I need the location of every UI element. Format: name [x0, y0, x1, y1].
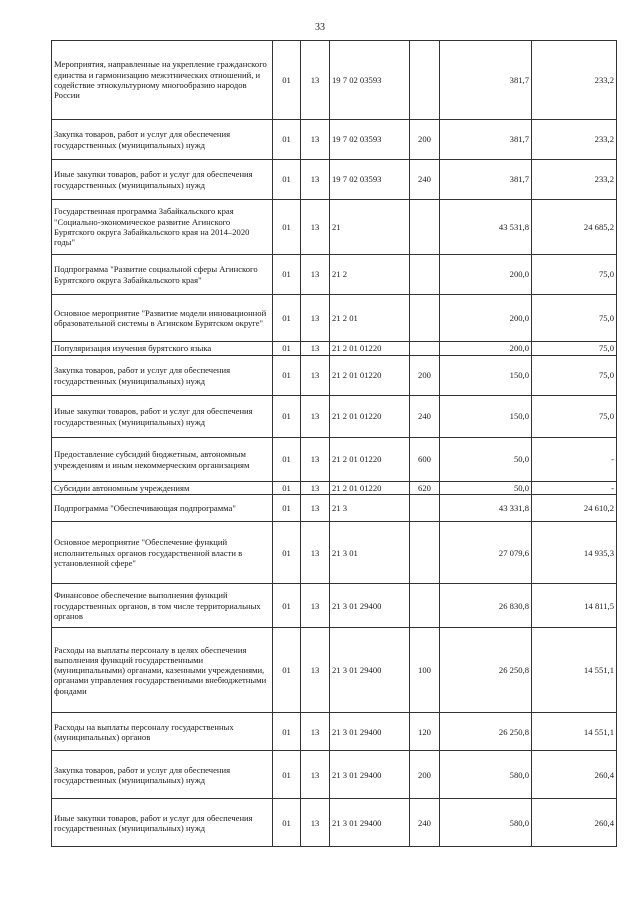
row-sum-1-cell: 200,0	[440, 255, 532, 295]
table-body	[52, 41, 617, 847]
row-sum-2-cell: 24 685,2	[532, 200, 617, 255]
row-rz-cell: 01	[273, 342, 301, 356]
table-row	[52, 584, 617, 628]
row-csr-cell: 21 2	[330, 255, 410, 295]
row-csr-cell: 21 2 01	[330, 295, 410, 342]
table-row	[52, 41, 617, 120]
row-pr-cell: 13	[301, 584, 330, 628]
row-name-cell: Иные закупки товаров, работ и услуг для обеспечения государственных (муниципальных) нужд	[52, 799, 273, 847]
row-sum-1-cell: 43 531,8	[440, 200, 532, 255]
row-name-cell: Основное мероприятие "Развитие модели инновационной образовательной системы в Агинском Бурятском округе"	[52, 295, 273, 342]
row-pr-cell: 13	[301, 356, 330, 396]
row-pr-cell: 13	[301, 438, 330, 482]
row-name-cell: Иные закупки товаров, работ и услуг для обеспечения государственных (муниципальных) нужд	[52, 396, 273, 438]
row-rz-cell: 01	[273, 799, 301, 847]
row-vr-cell	[410, 495, 440, 522]
row-csr-cell: 21 2 01 01220	[330, 356, 410, 396]
row-name-cell: Популяризация изучения бурятского языка	[52, 342, 273, 356]
row-sum-2-cell: 14 935,3	[532, 522, 617, 584]
row-rz-cell: 01	[273, 356, 301, 396]
row-rz-cell: 01	[273, 438, 301, 482]
row-sum-2-cell: 233,2	[532, 41, 617, 120]
row-csr-cell: 21 3 01 29400	[330, 713, 410, 751]
row-vr-cell	[410, 522, 440, 584]
row-sum-2-cell: 75,0	[532, 356, 617, 396]
row-sum-2-cell: -	[532, 438, 617, 482]
row-pr-cell: 13	[301, 799, 330, 847]
row-rz-cell: 01	[273, 522, 301, 584]
row-rz-cell: 01	[273, 160, 301, 200]
row-rz-cell: 01	[273, 396, 301, 438]
row-pr-cell: 13	[301, 751, 330, 799]
row-rz-cell: 01	[273, 120, 301, 160]
row-csr-cell: 21 2 01 01220	[330, 342, 410, 356]
row-sum-2-cell: 14 551,1	[532, 628, 617, 713]
row-rz-cell: 01	[273, 295, 301, 342]
row-vr-cell	[410, 295, 440, 342]
row-pr-cell: 13	[301, 200, 330, 255]
row-sum-1-cell: 580,0	[440, 799, 532, 847]
row-csr-cell: 21 3 01 29400	[330, 584, 410, 628]
row-sum-1-cell: 381,7	[440, 41, 532, 120]
row-name-cell: Расходы на выплаты персоналу в целях обеспечения выполнения функций государственными (муниципальными) органами, казенными учреждениями, органами управления государственными внебюджетными фондами	[52, 628, 273, 713]
row-pr-cell: 13	[301, 396, 330, 438]
row-rz-cell: 01	[273, 200, 301, 255]
row-pr-cell: 13	[301, 713, 330, 751]
row-sum-2-cell: 14 551,1	[532, 713, 617, 751]
row-sum-1-cell: 200,0	[440, 342, 532, 356]
row-csr-cell: 21 2 01 01220	[330, 438, 410, 482]
row-name-cell: Закупка товаров, работ и услуг для обеспечения государственных (муниципальных) нужд	[52, 751, 273, 799]
table-row	[52, 751, 617, 799]
row-sum-2-cell: 233,2	[532, 160, 617, 200]
table-row	[52, 295, 617, 342]
row-vr-cell: 240	[410, 799, 440, 847]
table-row	[52, 120, 617, 160]
row-name-cell: Подпрограмма "Развитие социальной сферы Агинского Бурятского округа Забайкальского края"	[52, 255, 273, 295]
row-pr-cell: 13	[301, 342, 330, 356]
row-csr-cell: 21 2 01 01220	[330, 396, 410, 438]
row-rz-cell: 01	[273, 628, 301, 713]
row-name-cell: Предоставление субсидий бюджетным, автономным учреждениям и иным некоммерческим организациям	[52, 438, 273, 482]
row-csr-cell: 21 3 01 29400	[330, 799, 410, 847]
row-vr-cell: 240	[410, 396, 440, 438]
row-vr-cell: 600	[410, 438, 440, 482]
row-sum-1-cell: 26 250,8	[440, 713, 532, 751]
row-sum-1-cell: 26 830,8	[440, 584, 532, 628]
row-sum-1-cell: 150,0	[440, 396, 532, 438]
table-row	[52, 713, 617, 751]
row-name-cell: Закупка товаров, работ и услуг для обеспечения государственных (муниципальных) нужд	[52, 120, 273, 160]
table-row	[52, 255, 617, 295]
row-csr-cell: 21 2 01 01220	[330, 482, 410, 495]
row-sum-1-cell: 580,0	[440, 751, 532, 799]
row-pr-cell: 13	[301, 522, 330, 584]
row-sum-1-cell: 50,0	[440, 438, 532, 482]
row-rz-cell: 01	[273, 584, 301, 628]
row-name-cell: Мероприятия, направленные на укрепление гражданского единства и гармонизацию межэтнических отношений, и содействие этнокультурному многообразию народов России	[52, 41, 273, 120]
row-rz-cell: 01	[273, 713, 301, 751]
row-rz-cell: 01	[273, 495, 301, 522]
row-csr-cell: 19 7 02 03593	[330, 160, 410, 200]
row-csr-cell: 19 7 02 03593	[330, 41, 410, 120]
table-row	[52, 495, 617, 522]
table-row	[52, 200, 617, 255]
row-name-cell: Расходы на выплаты персоналу государственных (муниципальных) органов	[52, 713, 273, 751]
row-vr-cell	[410, 200, 440, 255]
row-sum-1-cell: 26 250,8	[440, 628, 532, 713]
row-rz-cell: 01	[273, 482, 301, 495]
row-vr-cell	[410, 342, 440, 356]
table-row	[52, 396, 617, 438]
row-sum-2-cell: 14 811,5	[532, 584, 617, 628]
row-sum-1-cell: 50,0	[440, 482, 532, 495]
row-vr-cell: 200	[410, 356, 440, 396]
row-vr-cell	[410, 41, 440, 120]
row-pr-cell: 13	[301, 160, 330, 200]
row-rz-cell: 01	[273, 255, 301, 295]
row-sum-1-cell: 27 079,6	[440, 522, 532, 584]
row-sum-1-cell: 150,0	[440, 356, 532, 396]
row-sum-1-cell: 200,0	[440, 295, 532, 342]
row-sum-2-cell: 75,0	[532, 396, 617, 438]
row-name-cell: Основное мероприятие "Обеспечение функций исполнительных органов государственной власти в установленной сфере"	[52, 522, 273, 584]
row-csr-cell: 21 3 01	[330, 522, 410, 584]
table-row	[52, 160, 617, 200]
row-pr-cell: 13	[301, 495, 330, 522]
row-name-cell: Субсидии автономным учреждениям	[52, 482, 273, 495]
table-row	[52, 799, 617, 847]
table-row	[52, 356, 617, 396]
table-row	[52, 522, 617, 584]
row-pr-cell: 13	[301, 120, 330, 160]
row-csr-cell: 21 3 01 29400	[330, 628, 410, 713]
row-sum-2-cell: 260,4	[532, 799, 617, 847]
row-sum-2-cell: 24 610,2	[532, 495, 617, 522]
table-row	[52, 628, 617, 713]
row-name-cell: Государственная программа Забайкальского края "Социально-экономическое развитие Агинского Бурятского округа Забайкальского края на 2014–2020 годы"	[52, 200, 273, 255]
row-vr-cell	[410, 584, 440, 628]
row-sum-1-cell: 381,7	[440, 120, 532, 160]
row-vr-cell: 200	[410, 751, 440, 799]
table-row	[52, 482, 617, 495]
row-vr-cell: 240	[410, 160, 440, 200]
row-rz-cell: 01	[273, 41, 301, 120]
row-csr-cell: 21	[330, 200, 410, 255]
row-name-cell: Подпрограмма "Обеспечивающая подпрограмма"	[52, 495, 273, 522]
row-rz-cell: 01	[273, 751, 301, 799]
row-pr-cell: 13	[301, 482, 330, 495]
row-pr-cell: 13	[301, 295, 330, 342]
row-csr-cell: 21 3	[330, 495, 410, 522]
row-vr-cell	[410, 255, 440, 295]
row-sum-1-cell: 381,7	[440, 160, 532, 200]
table-row	[52, 342, 617, 356]
row-csr-cell: 21 3 01 29400	[330, 751, 410, 799]
row-sum-2-cell: 260,4	[532, 751, 617, 799]
row-name-cell: Финансовое обеспечение выполнения функций государственных органов, в том числе территориальных органов	[52, 584, 273, 628]
row-name-cell: Закупка товаров, работ и услуг для обеспечения государственных (муниципальных) нужд	[52, 356, 273, 396]
row-sum-2-cell: 233,2	[532, 120, 617, 160]
row-sum-1-cell: 43 331,8	[440, 495, 532, 522]
page-number: 33	[315, 22, 325, 33]
table-row	[52, 438, 617, 482]
row-csr-cell: 19 7 02 03593	[330, 120, 410, 160]
row-vr-cell: 620	[410, 482, 440, 495]
row-sum-2-cell: -	[532, 482, 617, 495]
row-vr-cell: 100	[410, 628, 440, 713]
row-pr-cell: 13	[301, 41, 330, 120]
row-name-cell: Иные закупки товаров, работ и услуг для обеспечения государственных (муниципальных) нужд	[52, 160, 273, 200]
row-sum-2-cell: 75,0	[532, 255, 617, 295]
row-vr-cell: 120	[410, 713, 440, 751]
row-sum-2-cell: 75,0	[532, 295, 617, 342]
row-pr-cell: 13	[301, 255, 330, 295]
row-pr-cell: 13	[301, 628, 330, 713]
budget-table	[51, 40, 617, 847]
row-sum-2-cell: 75,0	[532, 342, 617, 356]
row-vr-cell: 200	[410, 120, 440, 160]
